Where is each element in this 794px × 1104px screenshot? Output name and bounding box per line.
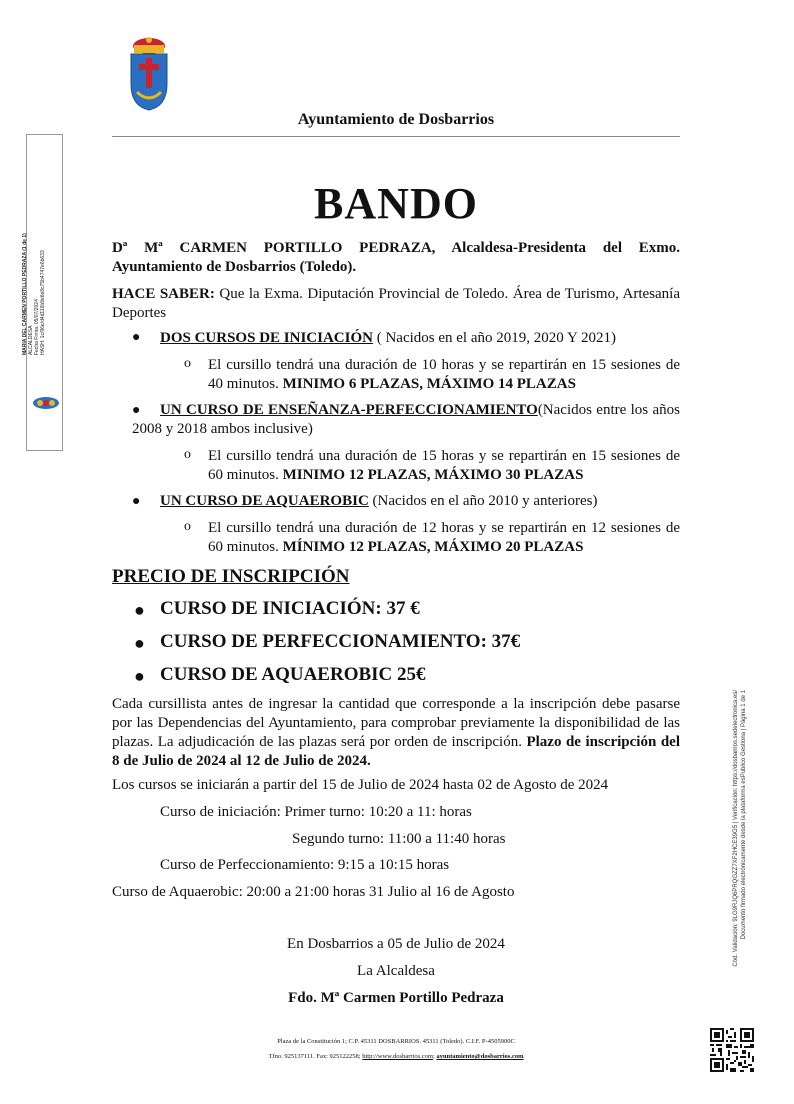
bullet-icon: ● <box>132 494 141 509</box>
cargo: La Alcaldesa <box>357 963 435 979</box>
precio-item: CURSO DE INICIACIÓN: 37 € <box>160 598 420 619</box>
municipal-crest-icon <box>127 36 171 112</box>
precio-item: CURSO DE AQUAEROBIC 25€ <box>160 664 426 685</box>
signature-line: Fecha Firma: 05/07/2024 <box>34 299 40 355</box>
bullet-icon: ● <box>134 600 145 620</box>
precio-heading: PRECIO DE INSCRIPCIÓN <box>112 566 350 587</box>
course-name: UN CURSO DE AQUAEROBIC <box>160 493 369 509</box>
course-desc-text: El cursillo tendrá una duración de 15 horas y se repartirán en 15 sesiones de 60 minutos. <box>208 448 680 483</box>
course-name: DOS CURSOS DE INICIACIÓN <box>160 330 373 346</box>
course-detail: (Nacidos en el año 2010 y anteriores) <box>368 493 598 509</box>
bullet-icon: ● <box>132 403 141 418</box>
inscription-text: Cada cursillista antes de ingresar la cantidad que corresponde a la inscripción debe pasarse por las Dependencias del Ayuntamiento, para comprobar previamente la disponibilidad de las plazas. La adjudicación de las plazas será por orden de inscripción. <box>112 696 680 750</box>
intro-paragraph: Dª Mª CARMEN PORTILLO PEDRAZA, Alcaldesa-Presidenta del Exmo. Ayuntamiento de Dosbarrios (Toledo). <box>112 240 680 275</box>
horario-perfeccionamiento: Curso de Perfeccionamiento: 9:15 a 10:15 horas <box>160 857 450 873</box>
verification-line: Cód. Validación: 9LG9RJQ6PRQGZZ7XF2HCE39G5 | Verificación: https://dosbarrios.sedelectronica.es/ <box>733 690 739 967</box>
verification-text <box>732 690 748 1020</box>
signature-line: HASH: 1c/96e/d4d116b9e6e8c75b4747e6b633 <box>40 250 46 355</box>
signature-text <box>22 205 46 355</box>
course-plazas: MÍNIMO 12 PLAZAS, MÁXIMO 20 PLAZAS <box>282 539 584 555</box>
document-title: BANDO <box>314 179 478 228</box>
course-desc-text: El cursillo tendrá una duración de 12 horas y se repartirán en 12 sesiones de 60 minutos. <box>208 520 680 555</box>
bullet-icon: ● <box>132 330 141 345</box>
footer-sep: ; <box>432 1053 437 1060</box>
footer-contact <box>112 1053 680 1060</box>
horario-iniciacion: Curso de iniciación: Primer turno: 10:20 a 11: horas <box>160 804 472 820</box>
fecha-lugar: En Dosbarrios a 05 de Julio de 2024 <box>287 936 505 952</box>
inscription-paragraph <box>112 695 680 771</box>
course-item <box>160 492 680 511</box>
sub-bullet-icon: o <box>184 447 191 462</box>
course-item <box>132 401 680 439</box>
course-detail: ( Nacidos en el año 2019, 2020 Y 2021) <box>372 330 616 346</box>
footer-phone: Tfno. 925137111. Fax: 925122258; <box>268 1053 363 1060</box>
sub-bullet-icon: o <box>184 356 191 371</box>
bullet-icon: ● <box>134 633 145 653</box>
horario-aquaerobic: Curso de Aquaerobic: 20:00 a 21:00 horas 31 Julio al 16 de Agosto <box>112 884 515 900</box>
hace-saber-label: HACE SABER: <box>112 286 215 302</box>
course-desc-text: El cursillo tendrá una duración de 10 horas y se repartirán en 15 sesiones de 40 minutos. <box>208 357 680 392</box>
verification-line: Documento firmado electrónicamente desde la plataforma esPublico Gestiona | Página 1 de 1 <box>741 690 747 940</box>
footer-address: Plaza de la Constitución 1; C.P. 45311 DOSBARRIOS. 45311 (Toledo). C.I.F. P-4505900C <box>277 1038 515 1045</box>
signature-logo-icon <box>32 396 60 410</box>
header-title: Ayuntamiento de Dosbarrios <box>297 111 495 128</box>
qr-code-icon <box>710 1028 754 1072</box>
course-description <box>208 447 680 485</box>
segundo-turno: Segundo turno: 11:00 a 11:40 horas <box>292 831 506 847</box>
course-detail: (Nacidos entre los años 2008 y 2018 ambos inclusive) <box>132 402 680 437</box>
sub-bullet-icon: o <box>184 519 191 534</box>
course-description <box>208 356 680 394</box>
footer-email-link[interactable]: ayuntamiento@dosbarrios.com <box>436 1053 524 1060</box>
hace-saber-text: Que la Exma. Diputación Provincial de Toledo. Área de Turismo, Artesanía Deportes <box>112 286 680 321</box>
header-divider <box>112 136 680 137</box>
plazo-text: Plazo de inscripción del 8 de Julio de 2024 al 12 de Julio de 2024. <box>112 734 680 769</box>
bullet-icon: ● <box>134 666 145 686</box>
hace-saber-paragraph <box>112 285 680 323</box>
course-plazas: MINIMO 6 PLAZAS, MÁXIMO 14 PLAZAS <box>282 376 576 392</box>
course-name: UN CURSO DE ENSEÑANZA-PERFECCIONAMIENTO <box>160 402 538 418</box>
firma: Fdo. Mª Carmen Portillo Pedraza <box>288 990 504 1006</box>
precio-item: CURSO DE PERFECCIONAMIENTO: 37€ <box>160 631 521 652</box>
course-description <box>208 519 680 557</box>
signature-line: MARIA DEL CARMEN PORTILLO PEDRAZA (1 de 1) <box>22 233 28 355</box>
inicio-text: Los cursos se iniciarán a partir del 15 de Julio de 2024 hasta 02 de Agosto de 2024 <box>112 777 609 793</box>
course-item <box>160 329 680 348</box>
footer-web-link[interactable]: http://www.dosbarrios.com <box>362 1053 433 1060</box>
course-plazas: MINIMO 12 PLAZAS, MÁXIMO 30 PLAZAS <box>282 467 584 483</box>
signature-line: ALCALDESA <box>28 325 34 355</box>
